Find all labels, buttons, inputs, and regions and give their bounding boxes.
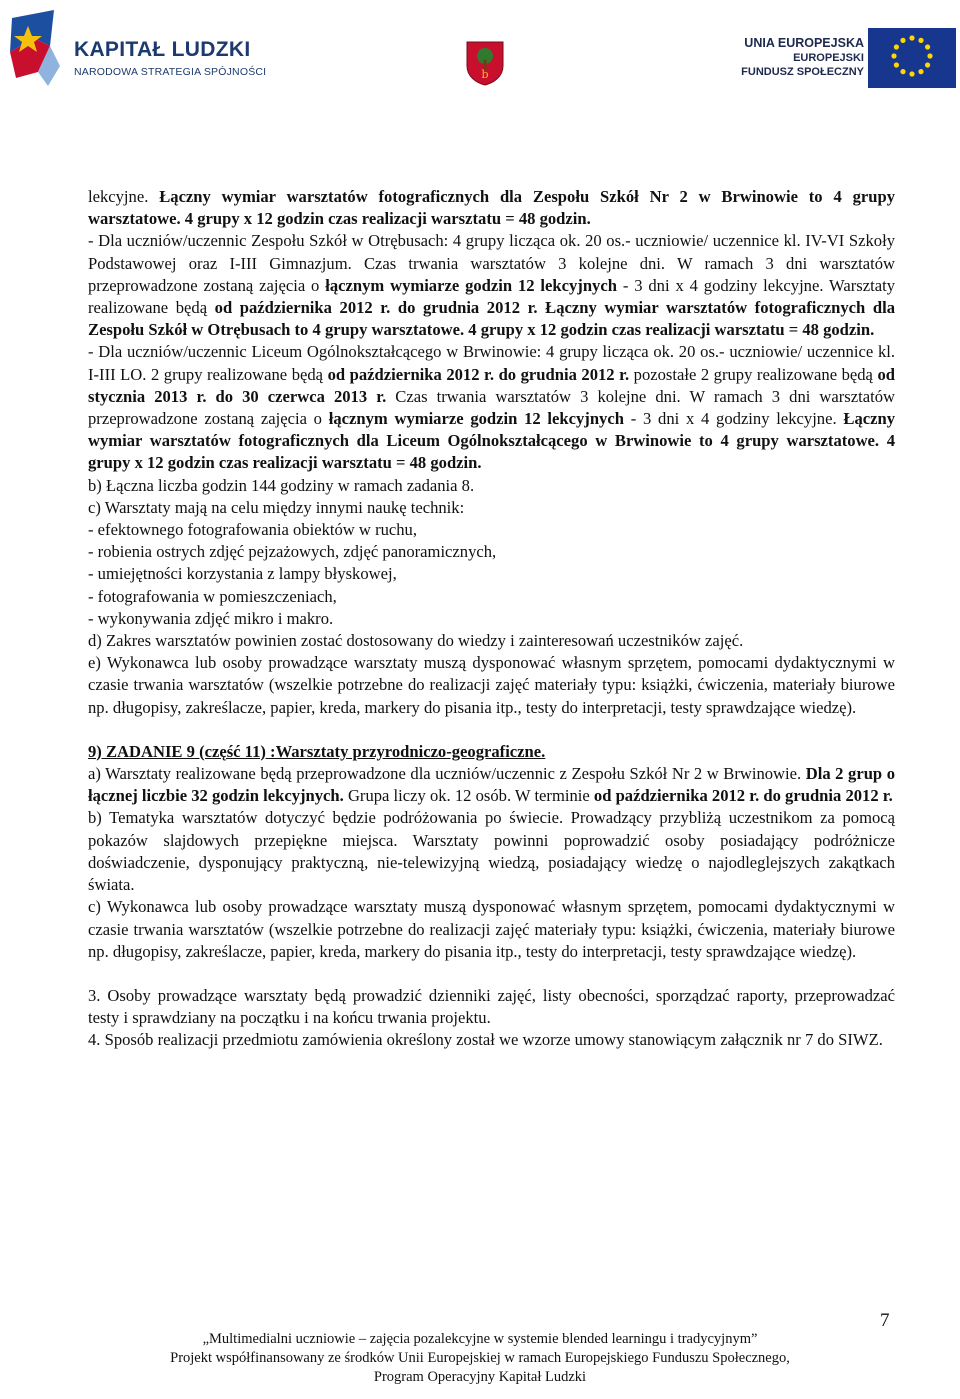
list-item: - fotografowania w pomieszczeniach, (88, 586, 337, 606)
footer (0, 1330, 960, 1387)
section-9-c: c) Wykonawca lub osoby prowadzące warsztaty muszą dysponować własnym sprzętem, pomocami dydaktycznymi w czasie trwania warsztatów (wszelkie potrzebne do realizacji zajęć materiały typu: książki, ćwiczenia, materiały biurowe np. długopisy, zakreślacze, papier, kreda, markery do pisania itp., testy do interpretacji, testy sprawdzające wiedzę). (88, 897, 895, 961)
list-item: - wykonywania zdjęć mikro i makro. (88, 608, 334, 628)
scope-line: d) Zakres warsztatów powinien zostać dostosowany do wiedzy i zainteresowań uczestników zajęć. (88, 631, 744, 651)
kapital-ludzki-subtitle: NARODOWA STRATEGIA SPÓJNOŚCI (74, 66, 267, 78)
eu-line1: UNIA EUROPEJSKA (744, 36, 864, 50)
eu-logo (716, 28, 956, 88)
paragraph-liceum: - Dla uczniów/uczennic Liceum Ogólnokształcącego w Brwinowie: 4 grupy licząca ok. 20 os.- uczniowie/ uczennice kl. I-III LO. 2 grupy realizowane będą od października 2012 r. do grudnia 2012 r. pozostałe 2 grupy realizowane będą od stycznia 2013 r. do 30 czerwca 2013 r. Czas trwania warsztatów 3 kolejne dni. W ramach 3 dni warsztatów przeprowadzone zostaną zajęcia o łącznym wymiarze godzin 12 lekcyjnych - 3 dni x 4 godziny lekcyjne. Łączny wymiar warsztatów fotograficznych dla Liceum Ogólnokształcącego w Brwinowie to 4 grupy warsztatowe. 4 grupy x 12 godzin czas realizacji warsztatu = 48 godzin. (88, 342, 896, 473)
footer-line2: Projekt współfinansowany ze środków Unii Europejskiej w ramach Europejskiego Funduszu Społecznego, (170, 1350, 790, 1366)
kapital-ludzki-title: KAPITAŁ LUDZKI (74, 38, 251, 61)
equipment-paragraph: e) Wykonawca lub osoby prowadzące warsztaty muszą dysponować własnym sprzętem, pomocami dydaktycznymi w czasie trwania warsztatów (wszelkie potrzebne do realizacji zajęć materiały typu: książki, ćwiczenia, materiały biurowe np. długopisy, zakreślacze, papier, kreda, markery do pisania itp., testy do interpretacji, testy sprawdzające wiedzę). (88, 653, 895, 717)
kapital-ludzki-logo (4, 8, 267, 88)
list-item: - robienia ostrych zdjęć pejzażowych, zdjęć panoramicznych, (88, 542, 497, 562)
eu-line2: EUROPEJSKI (793, 52, 864, 64)
eu-flag-icon (868, 28, 956, 88)
footer-line3: Program Operacyjny Kapitał Ludzki (373, 1369, 587, 1385)
document-body (88, 186, 895, 1052)
section-9-a: a) Warsztaty realizowane będą przeprowadzone dla uczniów/uczennic z Zespołu Szkół Nr 2 w Brwinowie. Dla 2 grup o łącznej liczbie 32 godzin lekcyjnych. Grupa liczy ok. 12 osób. W terminie od października 2012 r. do grudnia 2012 r. (88, 764, 895, 806)
eu-line3: FUNDUSZ SPOŁECZNY (741, 66, 864, 78)
section-9-b: b) Tematyka warsztatów dotyczyć będzie podróżowania po świecie. Prowadzący przybliżą uczestnikom za pomocą pokazów slajdowych przepiękne miejsca. Warsztaty powinni poprowadzić osoby posiadający podróżnicze doświadczenie, dysponujący praktyczną, nie-telewizyjną wiedzą, posiadający wiedzę o najodleglejszych zakątkach świata. (88, 808, 895, 895)
footer-line1: „Multimedialni uczniowie – zajęcia pozalekcyjne w systemie blended learningu i tradycyjnym” (202, 1331, 758, 1347)
section-9-title: 9) ZADANIE 9 (część 11) :Warsztaty przyrodniczo-geograficzne. (88, 741, 546, 761)
municipal-crest-icon (465, 40, 505, 86)
paragraph-zs2-brwinow: lekcyjne. Łączny wymiar warsztatów fotograficznych dla Zespołu Szkół Nr 2 w Brwinowie to 4 grupy warsztatowe. 4 grupy x 12 godzin czas realizacji warsztatu = 48 godzin. (88, 187, 895, 229)
paragraph-otrebusy: - Dla uczniów/uczennic Zespołu Szkół w Otrębusach: 4 grupy licząca ok. 20 os.- uczniowie/ uczennice kl. IV-VI Szkoły Podstawowej oraz I-III Gimnazjum. Czas trwania warsztatów 3 kolejne dni. W ramach 3 dni warsztatów przeprowadzone zostaną zajęcia o łącznym wymiarze godzin 12 lekcyjnych - 3 dni x 4 godziny lekcyjne. Warsztaty realizowane będą od października 2012 r. do grudnia 2012 r. Łączny wymiar warsztatów fotograficznych dla Zespołu Szkół w Otrębusach to 4 grupy warsztatowe. 4 grupy x 12 godzin czas realizacji warsztatu = 48 godzin. (88, 231, 895, 340)
page-number: 7 (880, 1310, 890, 1331)
point-3: 3. Osoby prowadzące warsztaty będą prowadzić dzienniki zajęć, listy obecności, sporządzać raporty, przeprowadzać testy i sprawdziany na początku i na końcu trwania projektu. (88, 985, 895, 1028)
techniques-intro: c) Warsztaty mają na celu między innymi naukę technik: (88, 497, 465, 517)
list-item: - umiejętności korzystania z lampy błyskowej, (88, 564, 397, 584)
point-4: 4. Sposób realizacji przedmiotu zamówienia określony został we wzorze umowy stanowiącym załącznik nr 7 do SIWZ. (88, 1030, 883, 1050)
svg-text:b: b (481, 68, 489, 81)
kapital-ludzki-emblem-icon (4, 8, 64, 88)
list-item: - efektownego fotografowania obiektów w ruchu, (88, 520, 417, 540)
hours-total-line: b) Łączna liczba godzin 144 godziny w ramach zadania 8. (88, 475, 475, 495)
